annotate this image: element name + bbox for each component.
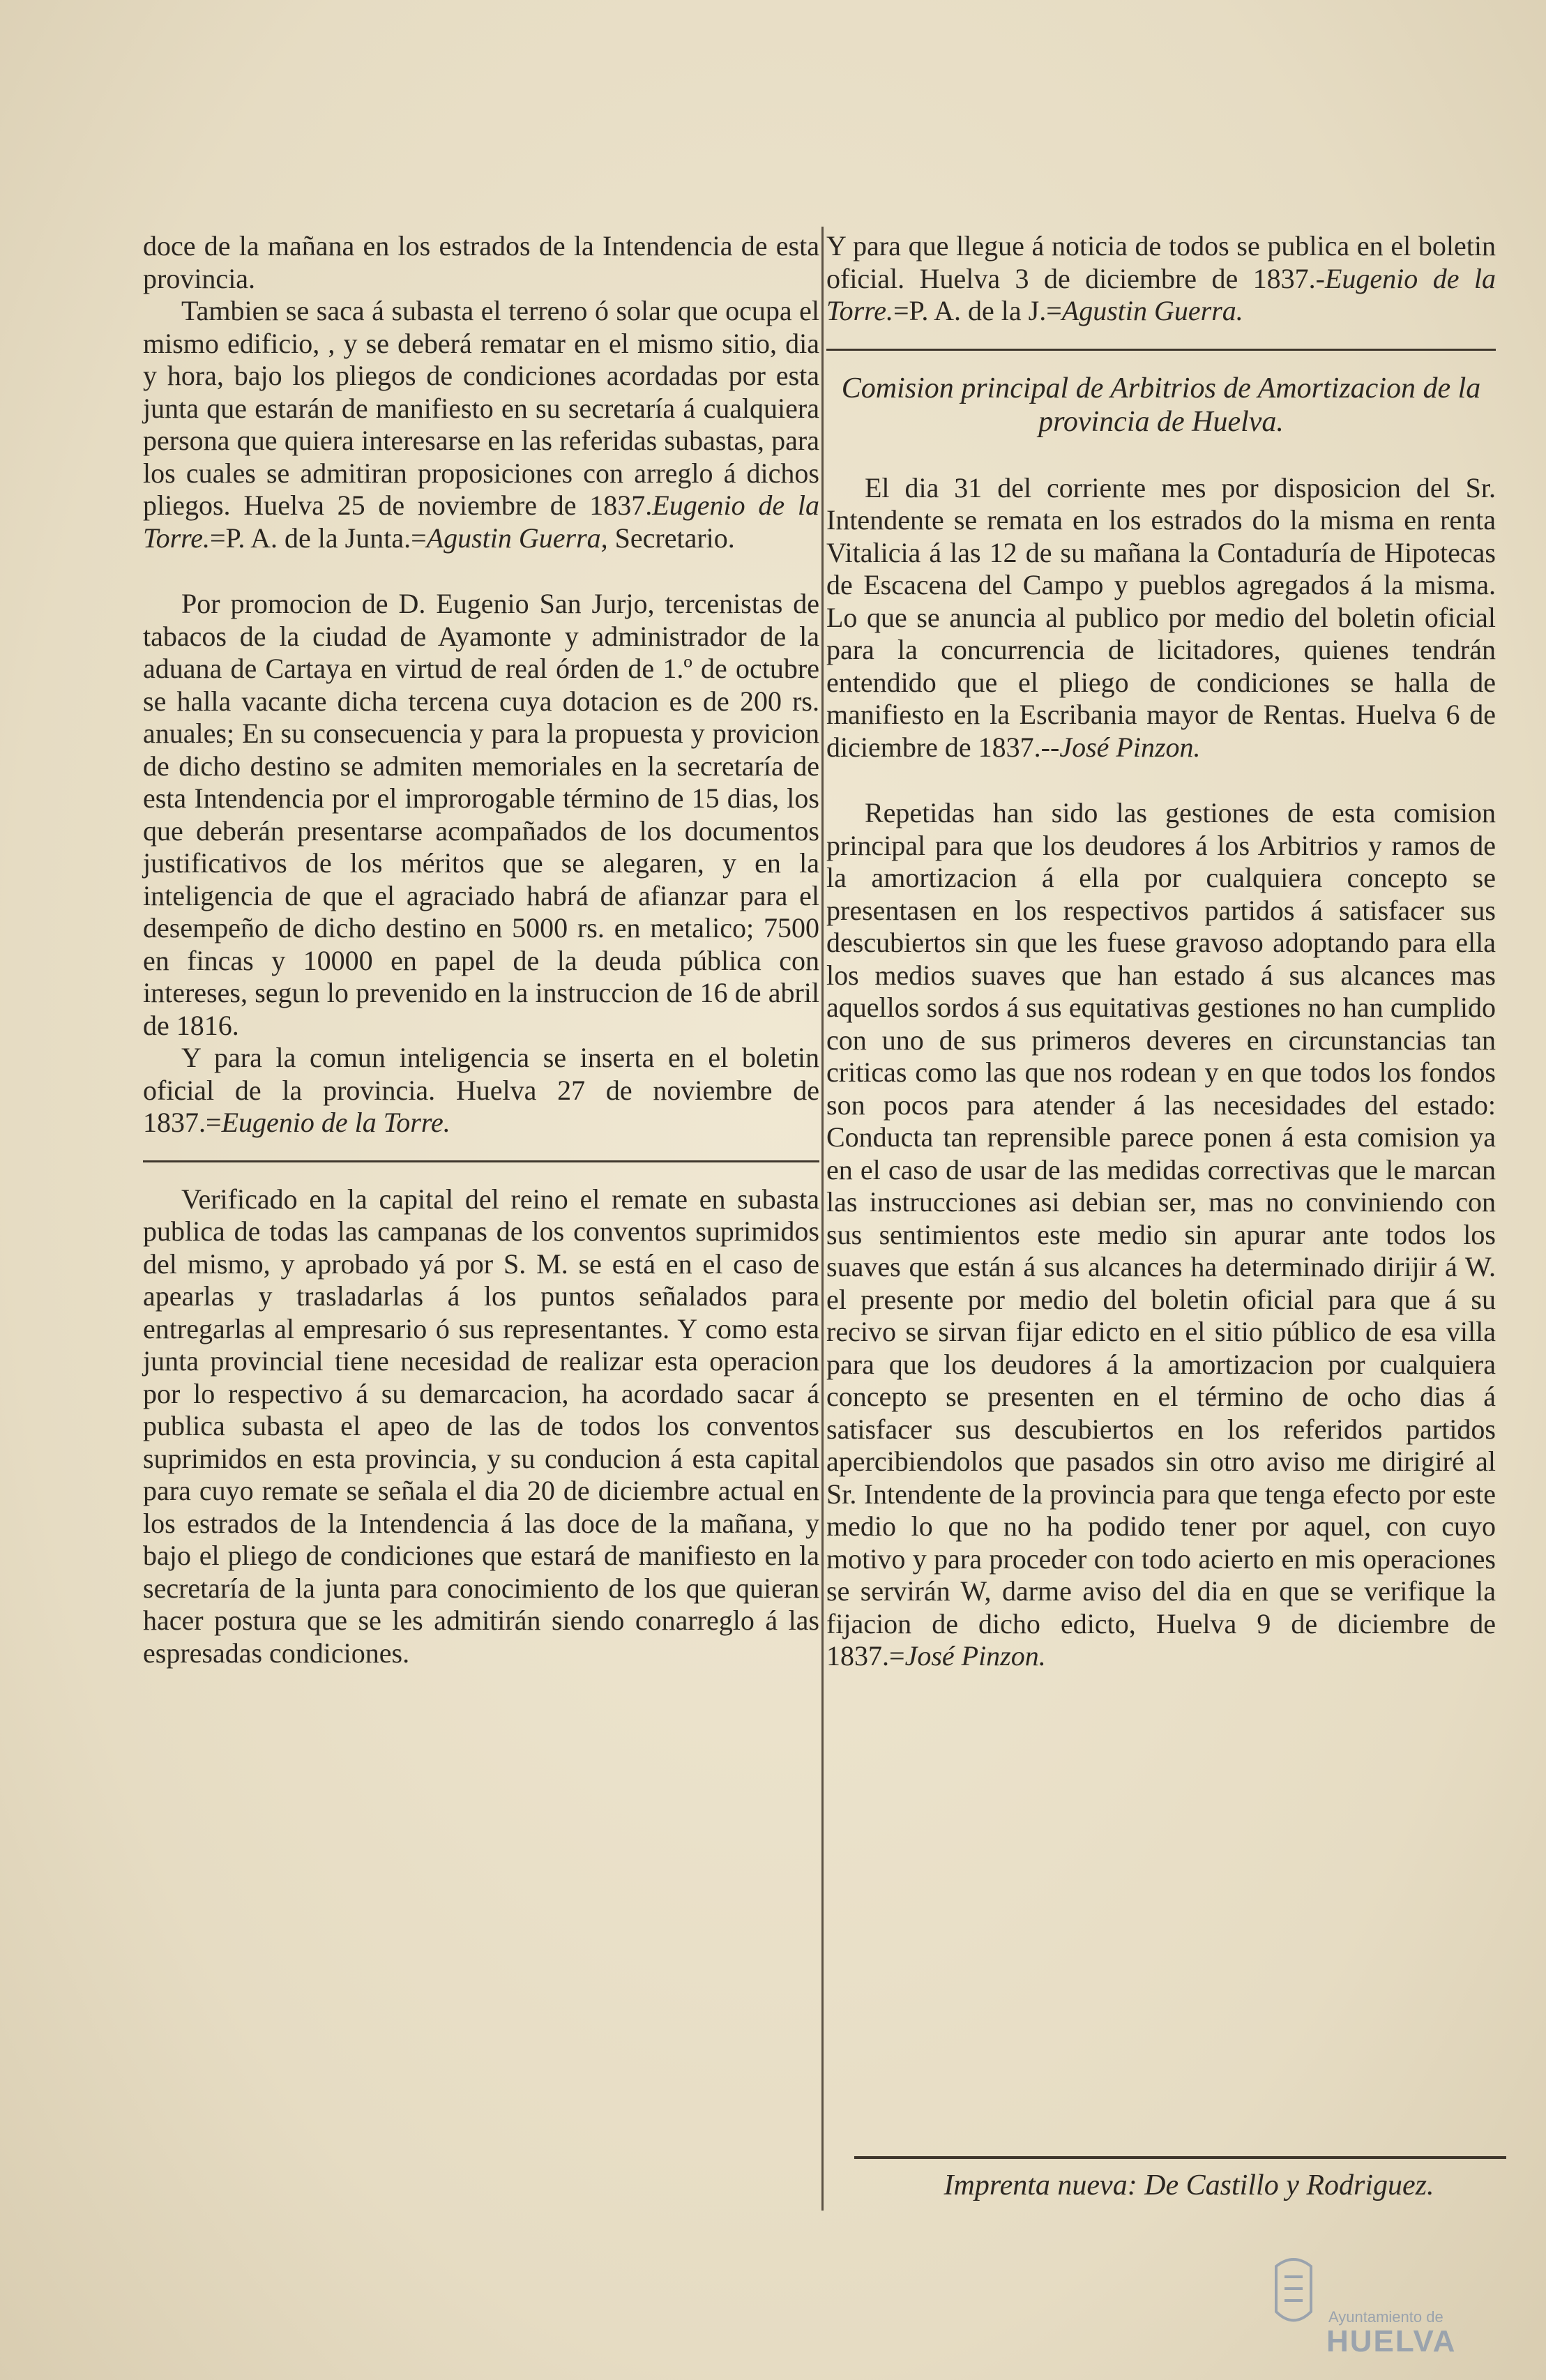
left-column [143,230,819,1669]
imprint-rule [854,2156,1506,2159]
crest-icon [1276,2259,1311,2321]
section-separator [143,1160,819,1162]
watermark-line-1: Ayuntamiento de [1328,2308,1443,2326]
column-divider [821,227,824,2211]
right-paragraph-2: El dia 31 del corriente mes por disposicion del Sr. Intendente se remata en los estrados do la misma en renta Vitalicia á las 12 de su mañana la Contaduría de Hipotecas de Escacena del Campo y pueblos agregados á la misma. Lo que se anuncia al publico por medio del boletin oficial para la concurrencia de licitadores, quienes tendrán entendido que el pliego de condiciones se halla de manifiesto en la Escribania mayor de Rentas. Huelva 6 de diciembre de 1837.--José Pinzon. [826,471,1496,763]
left-paragraph-2: Tambien se saca á subasta el terreno ó solar que ocupa el mismo edificio, , y se deberá rematar en el mismo sitio, dia y hora, bajo los pliegos de condiciones acordadas por esta junta que estarán de manifiesto en su secretaría á cualquiera persona que quiera interesarse en las referidas subastas, para los cuales se admitiran proposiciones con arreglo á dichos pliegos. Huelva 25 de noviembre de 1837.Eugenio de la Torre.=P. A. de la Junta.=Agustin Guerra, Secretario. [143,295,819,554]
left-paragraph-1: doce de la mañana en los estrados de la Intendencia de esta provincia. [143,230,819,294]
imprint-line: Imprenta nueva: De Castillo y Rodriguez. [943,2169,1434,2201]
right-paragraph-1: Y para que llegue á noticia de todos se publica en el boletin oficial. Huelva 3 de diciembre de 1837.-Eugenio de la Torre.=P. A. de la J.=Agustin Guerra. [826,230,1496,326]
ayuntamiento-huelva-logo [1262,2245,1513,2357]
section-separator [826,349,1496,351]
section-heading: Comision principal de Arbitrios de Amortizacion de la provincia de Huelva. [841,372,1481,438]
left-paragraph-3: Por promocion de D. Eugenio San Jurjo, tercenistas de tabacos de la ciudad de Ayamonte y administrador de la aduana de Cartaya en virtud de real órden de 1.º de octubre se halla vacante dicha tercena cuya dotacion es de 200 rs. anuales; En su consecuencia y para la propuesta y provicion de dicho destino se admiten memoriales en la secretaría de esta Intendencia por el improrogable término de 15 dias, los que deberán presentarse acompañados de los documentos justificativos de los méritos que se alegaren, y en la inteligencia de que el agraciado habrá de afianzar para el desempeño de dicho destino en 5000 rs. en metalico; 7500 en fincas y 10000 en papel de la deuda pública con intereses, segun lo prevenido en la instruccion de 16 de abril de 1816. [143,588,819,1041]
right-column [826,230,1496,1673]
left-paragraph-5: Verificado en la capital del reino el remate en subasta publica de todas las campanas de los conventos suprimidos del mismo, y aprobado yá por S. M. se está en el caso de apearlas y trasladarlas á los puntos señalados para entregarlas al empresario ó sus representantes. Y como esta junta provincial tiene necesidad de realizar esta operacion por lo respectivo á su demarcacion, ha acordado sacar á publica subasta el apeo de las de todos los conventos suprimidos en esta provincia, y su conducion á esta capital para cuyo remate se señala el dia 20 de diciembre actual en los estrados de la Intendencia á las doce de la mañana, y bajo el pliego de condiciones que estará de manifiesto en la secretaría de la junta para conocimiento de los que quieran hacer postura que se les admitirán siendo conarreglo á las espresadas condiciones. [143,1183,819,1669]
right-paragraph-3: Repetidas han sido las gestiones de esta comision principal para que los deudores á los Arbitrios y ramos de la amortizacion á ella por cualquiera concepto se presentasen en los respectivos partidos á satisfacer sus descubiertos sin que les fuese gravoso adoptando para ella los medios suaves que han estado á sus alcances mas aquellos sordos á sus equitativas gestiones no han cumplido con uno de sus primeros deveres en circunstancias tan criticas como las que nos rodean y en que todos los fondos son pocos para atender á las necesidades del estado: Conducta tan reprensible parece ponen á esta comision ya en el caso de usar de las medidas correctivas que le marcan las instrucciones asi debian ser, mas no conviniendo con sus sentimientos este medio sin apurar ante todos los suaves que están á sus alcances ha determinado dirijir á W. el presente por medio del boletin oficial para que á su recivo se sirvan fijar edicto en el sitio público de esa villa para que los deudores á la amortizacion por cualquiera concepto se presenten en el término de ocho dias á satisfacer sus descubiertos en los referidos partidos apercibiendolos que pasados sin otro aviso me dirigiré al Sr. Intendente de la provincia para que tenga efecto por este medio lo que no ha podido tener por aquel, con cuyo motivo y para proceder con todo acierto en mis operaciones se servirán W, darme aviso del dia en que se verifique la fijacion de dicho edicto, Huelva 9 de diciembre de 1837.=José Pinzon. [826,797,1496,1672]
left-paragraph-4: Y para la comun inteligencia se inserta en el boletin oficial de la provincia. Huelva 27 de noviembre de 1837.=Eugenio de la Torre. [143,1042,819,1138]
watermark-line-2: HUELVA [1326,2324,1457,2357]
